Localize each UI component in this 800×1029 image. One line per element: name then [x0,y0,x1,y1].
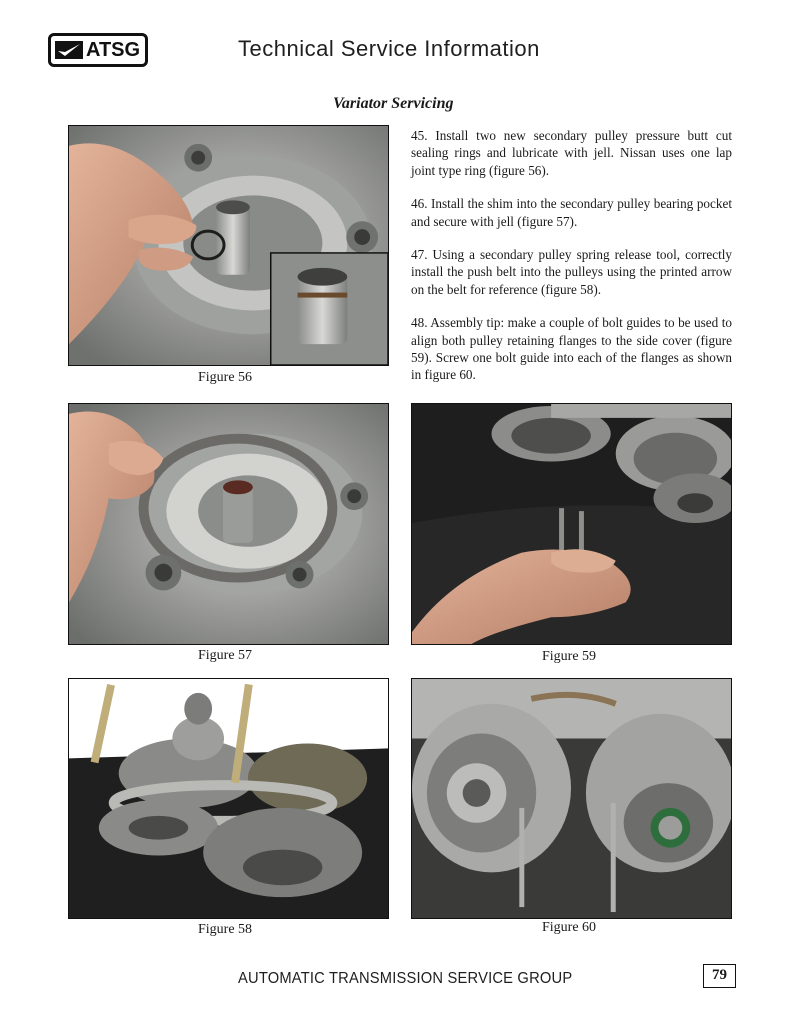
atsg-logo [48,33,148,67]
logo-text: ATSG [86,38,141,61]
figure-57-caption: Figure 57 [198,648,253,663]
page-number: 79 [703,964,736,988]
figure-57-photo [68,403,389,645]
figure-60-photo [411,678,732,919]
figure-56-photo [68,125,389,366]
figure-58-photo [68,678,389,919]
section-title: Variator Servicing [333,95,454,112]
figure-59-photo [411,403,732,645]
figure-56-caption: Figure 56 [198,370,253,385]
step-48: 48. Assembly tip: make a couple of bolt guides to be used to align both pulley retaining flanges to the side cover (figure 59). Screw one bolt guide into each of the flanges as shown in figure 60. [411,315,732,383]
step-46: 46. Install the shim into the secondary pulley bearing pocket and secure with jell (figure 57). [411,196,732,229]
checkmark-icon [55,41,83,59]
figure-59-caption: Figure 59 [542,649,597,664]
step-45: 45. Install two new secondary pulley pressure butt cut sealing rings and lubricate with jell. Nissan uses one lap joint type ring (figure 56). [411,128,732,178]
step-47: 47. Using a secondary pulley spring release tool, correctly install the push belt into the pulleys using the printed arrow on the belt for reference (figure 58). [411,247,732,297]
figure-60-caption: Figure 60 [542,920,597,935]
footer-text: AUTOMATIC TRANSMISSION SERVICE GROUP [238,970,573,987]
figure-58-caption: Figure 58 [198,922,253,937]
page-header-title: Technical Service Information [238,36,540,61]
instruction-text [411,127,732,400]
